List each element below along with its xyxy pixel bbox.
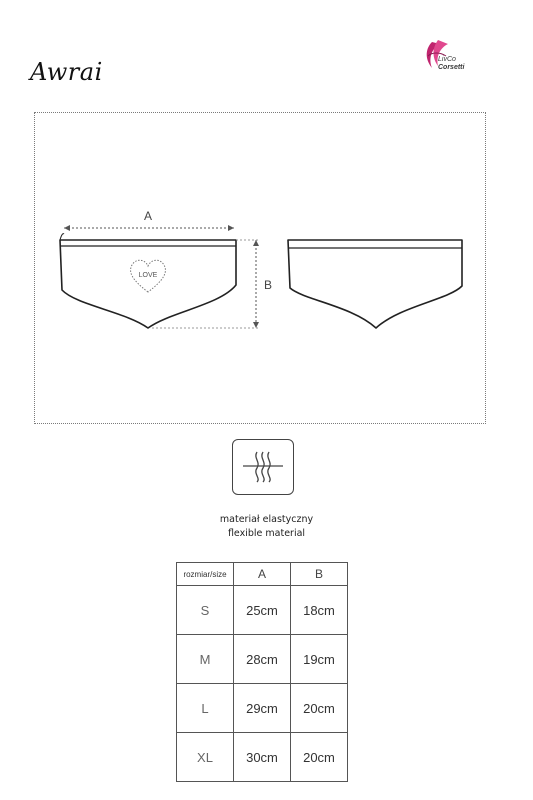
heart-icon (131, 260, 166, 292)
table-row (177, 684, 348, 733)
brand-line2: Corsetti (438, 64, 465, 71)
brief-front (60, 234, 236, 328)
size-cell: XL (177, 733, 234, 782)
size-table-corner: rozmiar/size (177, 563, 234, 586)
dimension-b-line (152, 240, 259, 328)
size-table-header (177, 563, 348, 586)
a-cell: 29cm (234, 684, 291, 733)
heart-label: LOVE (138, 272, 158, 279)
dimension-a-label: A (143, 209, 153, 223)
dimension-a-line (64, 225, 234, 231)
size-table-col-b: B (291, 563, 348, 586)
material-label-en: flexible material (227, 528, 306, 539)
b-cell: 20cm (291, 684, 348, 733)
brief-back (288, 240, 462, 328)
table-row (177, 733, 348, 782)
a-cell: 25cm (234, 586, 291, 635)
product-name: Awrai (30, 58, 103, 86)
b-cell: 19cm (291, 635, 348, 684)
material-label-pl: materiał elastyczny (219, 514, 314, 525)
size-table (176, 562, 348, 782)
size-cell: S (177, 586, 234, 635)
table-row (177, 586, 348, 635)
size-cell: L (177, 684, 234, 733)
size-cell: M (177, 635, 234, 684)
brand-line1: LivCo (438, 56, 456, 63)
dimension-b-label: B (264, 278, 273, 292)
a-cell: 28cm (234, 635, 291, 684)
stretch-fabric-icon (232, 439, 294, 495)
b-cell: 18cm (291, 586, 348, 635)
size-table-col-a: A (234, 563, 291, 586)
b-cell: 20cm (291, 733, 348, 782)
a-cell: 30cm (234, 733, 291, 782)
table-row (177, 635, 348, 684)
